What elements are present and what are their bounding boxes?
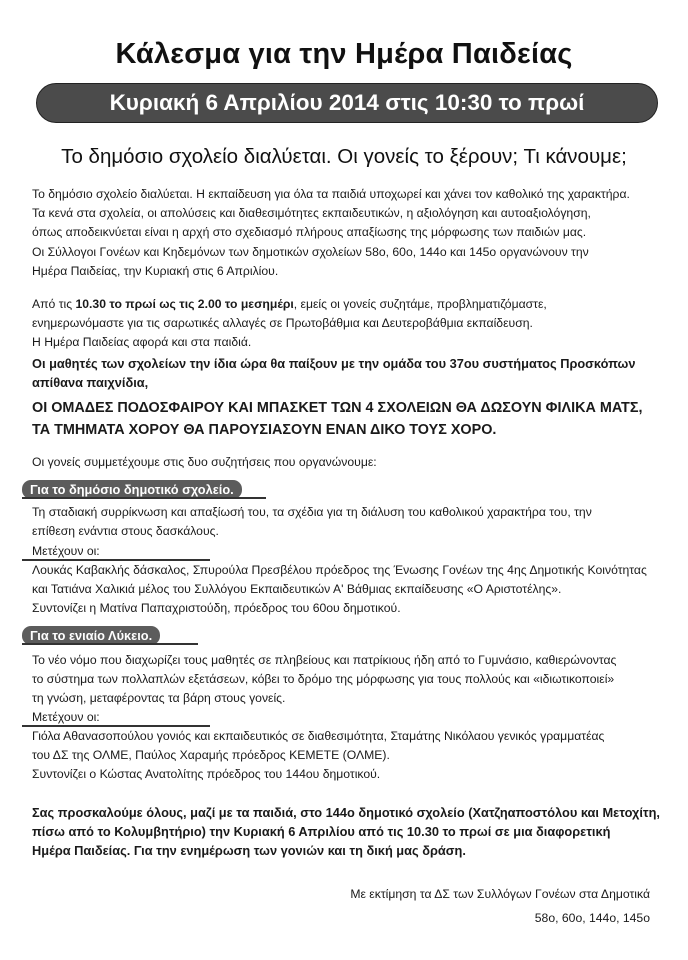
schedule-prefix: Από τις <box>32 297 76 311</box>
discussions-intro-text: Οι γονείς συμμετέχουμε στις δυο συζητήσεις που οργανώνουμε: <box>32 455 377 469</box>
invitation-line: Σας προσκαλούμε όλους, μαζί με τα παιδιά, στο 144ο δημοτικό σχολείο (Χατζηαποστόλου και Μετοχίτη, <box>32 805 660 820</box>
description-line: τη γνώση, μεταφέροντας τα βάρη στους γονείς. <box>32 691 286 706</box>
participant-line: Συντονίζει η Ματίνα Παπαχριστούδη, πρόεδρος του 60ου δημοτικού. <box>32 601 401 616</box>
section-label-text: Για το ενιαίο Λύκειο. <box>30 628 153 643</box>
discussions-intro <box>32 453 668 472</box>
schedule-line: ενημερωνόμαστε για τις σαρωτικές αλλαγές σε Πρωτοβάθμια και Δευτεροβάθμια εκπαίδευση. <box>32 316 533 331</box>
participant-line: Γιόλα Αθανασοπούλου γονιός και εκπαιδευτικός σε διαθεσιμότητα, Σταμάτης Νικόλαου γενικός γραμματέας <box>32 729 605 743</box>
invitation-paragraph <box>32 803 668 860</box>
signature-block <box>250 882 650 930</box>
caps-paragraph <box>32 397 668 441</box>
schedule-paragraph <box>32 295 668 353</box>
schedule-line <box>32 295 668 314</box>
section1-description <box>32 503 668 541</box>
intro-paragraph <box>32 185 668 281</box>
caps-line: ΤΑ ΤΜΗΜΑΤΑ ΧΟΡΟΥ ΘΑ ΠΑΡΟΥΣΙΑΣΟΥΝ ΕΝΑΝ ΔΙΚΟ ΤΟΥΣ ΧΟΡΟ. <box>32 422 497 438</box>
schedule-suffix: , εμείς οι γονείς συζητάμε, προβληματιζόμαστε, <box>293 297 547 311</box>
date-banner <box>36 83 658 123</box>
description-line: Το νέο νόμο που διαχωρίζει τους μαθητές σε πληβείους και πατρίκιους ήδη από το Γυμνάσιο, καθιερώνοντας <box>32 653 617 667</box>
intro-line: Τα κενά στα σχολεία, οι απολύσεις και διαθεσιμότητες εκπαιδευτικών, η αξιολόγηση και αυτοαξιολόγηση, <box>32 206 591 221</box>
intro-line: όπως αποδεικνύεται είναι η αρχή στο σχεδιασμό πλήρους απαξίωσης της μόρφωσης των παιδιών μας. <box>32 225 587 240</box>
participant-line: Λουκάς Καβακλής δάσκαλος, Σπυρούλα Πρεσβέλου πρόεδρος της Ένωσης Γονέων της 4ης Δημοτικής Κοινότητας <box>32 563 647 577</box>
participant-line: του ΔΣ της ΟΛΜΕ, Παύλος Χαραμής πρόεδρος ΚΕΜΕΤΕ (ΟΛΜΕ). <box>32 748 390 763</box>
section2-participants <box>32 727 668 785</box>
description-line: Τη σταδιακή συρρίκνωση και απαξίωσή του, τα σχέδια για τη διάλυση του καθολικού χαρακτήρα του, την <box>32 505 592 519</box>
flyer-title: Κάλεσμα για την Ημέρα Παιδείας <box>115 38 573 70</box>
intro-line: Ημέρα Παιδείας, την Κυριακή στις 6 Απριλίου. <box>32 263 279 278</box>
participants-label: Μετέχουν οι: <box>32 544 100 558</box>
schedule-time: 10.30 το πρωί ως τις 2.00 το μεσημέρι <box>75 297 294 311</box>
flyer-subtitle: Το δημόσιο σχολείο διαλύεται. Οι γονείς το ξέρουν; Τι κάνουμε; <box>61 145 627 168</box>
invitation-line: Ημέρα Παιδείας. Για την ενημέρωση των γονιών και τη δική μας δράση. <box>32 843 466 858</box>
intro-line: Το δημόσιο σχολείο διαλύεται. Η εκπαίδευση για όλα τα παιδιά υποχωρεί και χάνει τον καθολικό της χαρακτήρα. <box>32 187 630 201</box>
participants-label: Μετέχουν οι: <box>32 710 100 724</box>
section-underline <box>22 643 198 645</box>
section1-participants <box>32 561 668 619</box>
caps-line: ΟΙ ΟΜΑΔΕΣ ΠΟΔΟΣΦΑΙΡΟΥ ΚΑΙ ΜΠΑΣΚΕΤ ΤΩΝ 4 ΣΧΟΛΕΙΩΝ ΘΑ ΔΩΣΟΥΝ ΦΙΛΙΚΑ ΜΑΤΣ, <box>32 400 643 416</box>
participant-line: και Τατιάνα Χαλικιά μέλος του Συλλόγου Εκπαιδευτικών Α' Βάθμιας εκπαίδευσης «Ο Αριστοτέλης». <box>32 582 562 597</box>
section-label-text: Για το δημόσιο δημοτικό σχολείο. <box>30 482 234 497</box>
description-line: επίθεση ενάντια στους δασκάλους. <box>32 524 219 539</box>
section2-description <box>32 651 668 709</box>
invitation-line: πίσω από το Κολυμβητήριο) την Κυριακή 6 Απριλίου από τις 10.30 το πρωί σε μια διαφορετική <box>32 824 611 839</box>
signature-line: 58ο, 60ο, 144ο, 145ο <box>534 911 650 925</box>
date-banner-text: Κυριακή 6 Απριλίου 2014 στις 10:30 το πρωί <box>109 90 585 115</box>
intro-line: Οι Σύλλογοι Γονέων και Κηδεμόνων των δημοτικών σχολείων 58ο, 60ο, 144ο και 145ο οργανώνουν την <box>32 244 589 259</box>
students-line: Οι μαθητές των σχολείων την ίδια ώρα θα παίξουν με την ομάδα του 37ου συστήματος Προσκόπων <box>32 356 636 371</box>
participant-line: Συντονίζει ο Κώστας Ανατολίτης πρόεδρος του 144ου δημοτικού. <box>32 767 381 782</box>
section-underline <box>22 497 266 499</box>
signature-line: Με εκτίμηση τα ΔΣ των Συλλόγων Γονέων στα Δημοτικά <box>350 887 650 901</box>
students-line: απίθανα παιχνίδια, <box>32 375 149 390</box>
description-line: το σύστημα των πολλαπλών εξετάσεων, κόβει το δρόμο της μόρφωσης για τους πολλούς και «ιδιωτικοποιεί» <box>32 672 615 687</box>
students-paragraph <box>32 354 668 392</box>
schedule-line: Η Ημέρα Παιδείας αφορά και στα παιδιά. <box>32 335 252 350</box>
